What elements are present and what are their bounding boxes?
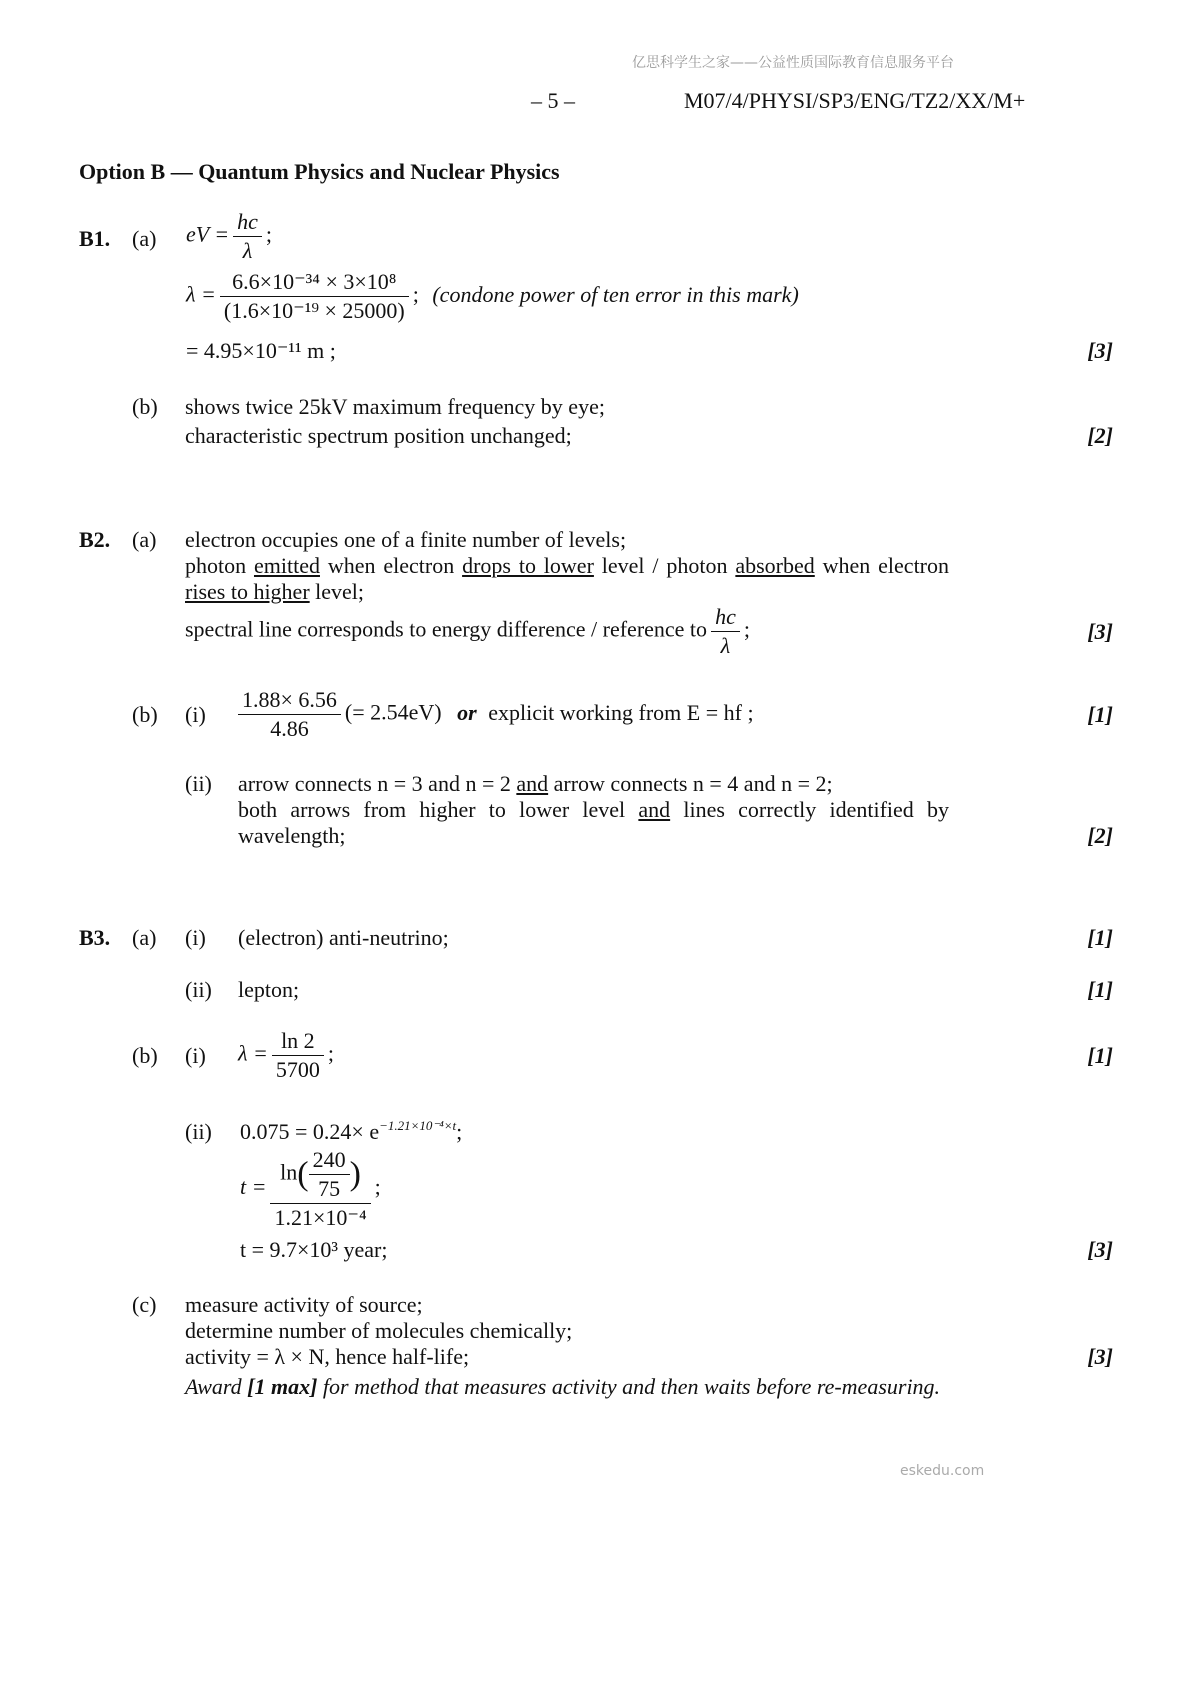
text-b3c-2: determine number of molecules chemically;	[185, 1318, 573, 1343]
exponent: −1.21×10⁻⁴×t	[379, 1118, 457, 1133]
text-run: level / photon	[593, 553, 736, 578]
award-note	[185, 1374, 940, 1400]
fraction-numerator: hc	[233, 208, 262, 237]
text-run: photon	[185, 553, 254, 578]
marking-note: (condone power of ten error in this mark)	[432, 281, 799, 307]
fraction-numerator: 1.88× 6.56	[238, 686, 341, 715]
text-run: arrow connects n = 4 and n = 2;	[553, 771, 833, 796]
subpart-label-b2bii: (ii)	[185, 771, 212, 796]
part-label-b2b: (b)	[132, 702, 158, 727]
text-b3c-3: activity = λ × N, hence half-life;	[185, 1344, 470, 1369]
equation-b3bii-2	[240, 1146, 381, 1232]
eq-text: 0.075 = 0.24× e	[240, 1119, 380, 1144]
text-bold: [1 max]	[247, 1374, 318, 1399]
mark-b3bii: [3]	[1087, 1237, 1113, 1262]
fraction-time	[270, 1146, 370, 1232]
subpart-label-b3bii: (ii)	[185, 1119, 212, 1144]
mark-b3ai: [1]	[1087, 925, 1113, 950]
text-run: for method that measures activity and then waits before re-measuring.	[317, 1374, 941, 1399]
text-b2a-2	[185, 553, 949, 605]
fraction-denominator: λ	[720, 633, 731, 658]
text-run: explicit working from E = hf ;	[488, 699, 754, 725]
text-b1b-2: characteristic spectrum position unchanged;	[185, 423, 572, 448]
text-run: (= 2.54eV)	[344, 699, 442, 725]
underlined-and: and	[516, 771, 549, 796]
fraction-wavelength	[220, 268, 409, 325]
underlined-emitted: emitted	[253, 553, 320, 578]
equation-b1a-1	[186, 208, 272, 265]
mark-b1a: [3]	[1087, 338, 1113, 363]
fraction-denominator: λ	[242, 238, 253, 263]
fraction-hc-lambda	[711, 603, 740, 660]
underlined-absorbed: absorbed	[735, 553, 815, 578]
fraction-numerator	[270, 1146, 370, 1204]
text-b2bii-1	[238, 771, 833, 797]
question-label-b3: B3.	[79, 925, 111, 950]
question-label-b2: B2.	[79, 527, 111, 552]
fraction-numerator: 6.6×10⁻³⁴ × 3×10⁸	[220, 268, 409, 297]
underlined-rises-to-higher: rises to higher	[185, 579, 310, 604]
eq-lhs: λ =	[186, 281, 216, 307]
text-run: lines correctly identified by wavelength;	[238, 797, 950, 848]
underlined-drops-to-lower: drops to lower	[462, 553, 594, 578]
question-label-b1: B1.	[79, 226, 111, 251]
fraction-decay-constant	[272, 1027, 324, 1084]
fraction-numerator: ln 2	[272, 1027, 324, 1056]
mark-b3c: [3]	[1087, 1344, 1113, 1369]
text-b3aii: lepton;	[238, 977, 300, 1002]
text-b1b-1: shows twice 25kV maximum frequency by eye;	[185, 394, 605, 419]
fraction-ratio	[309, 1146, 350, 1203]
part-label-b2a: (a)	[132, 527, 157, 552]
equation-b3bii-3: t = 9.7×10³ year;	[240, 1237, 388, 1262]
part-label-b1a: (a)	[132, 226, 157, 251]
ln-label: ln	[280, 1159, 298, 1185]
fraction-denominator: 1.21×10⁻⁴	[274, 1205, 367, 1230]
header-watermark: 亿思科学生之家——公益性质国际教育信息服务平台	[632, 55, 954, 71]
equation-b2bi	[234, 686, 754, 743]
text-b3ai: (electron) anti-neutrino;	[238, 925, 449, 950]
text-run: when electron	[814, 553, 950, 578]
equation-b1a-2	[186, 268, 799, 325]
fraction-hc-lambda	[233, 208, 262, 265]
equation-b3bi	[238, 1027, 334, 1084]
text-run: Award	[185, 1374, 248, 1399]
section-title: Option B — Quantum Physics and Nuclear Physics	[79, 159, 560, 184]
paper-code: M07/4/PHYSI/SP3/ENG/TZ2/XX/M+	[684, 88, 1026, 113]
eq-end: ;	[374, 1174, 381, 1200]
text-run: spectral line corresponds to energy difference / reference to	[185, 616, 708, 642]
text-run: both arrows from higher to lower level	[238, 797, 626, 822]
fraction-numerator: 240	[309, 1146, 350, 1175]
equation-b3bii-1	[240, 1119, 462, 1145]
part-label-b3a: (a)	[132, 925, 157, 950]
subpart-label-b2bi: (i)	[185, 702, 206, 727]
eq-lhs: λ =	[238, 1040, 268, 1066]
mark-b2a: [3]	[1087, 619, 1113, 644]
footer-watermark: eskedu.com	[900, 1463, 985, 1479]
eq-lhs: t =	[240, 1174, 267, 1200]
subpart-label-b3aii: (ii)	[185, 977, 212, 1002]
fraction-denominator: 75	[318, 1176, 341, 1201]
subpart-label-b3ai: (i)	[185, 925, 206, 950]
page-number: – 5 –	[531, 88, 575, 113]
eq-end: ;	[265, 221, 273, 247]
right-paren: )	[349, 1155, 361, 1193]
text-or: or	[457, 699, 477, 725]
subpart-label-b3bi: (i)	[185, 1043, 206, 1068]
text-b3c-1: measure activity of source;	[185, 1292, 423, 1317]
mark-b2bi: [1]	[1087, 702, 1113, 727]
fraction-denominator: 5700	[275, 1057, 320, 1082]
fraction-energy	[238, 686, 341, 743]
eq-lhs: eV =	[186, 221, 230, 247]
mark-b1b: [2]	[1087, 423, 1113, 448]
eq-end: ;	[456, 1119, 463, 1144]
part-label-b3b: (b)	[132, 1043, 158, 1068]
text-run: ;	[743, 616, 750, 642]
fraction-denominator: (1.6×10⁻¹⁹ × 25000)	[223, 298, 405, 323]
equation-b1a-3: = 4.95×10⁻¹¹ m ;	[186, 338, 336, 363]
eq-sep: ;	[412, 281, 419, 307]
text-run: when electron	[319, 553, 463, 578]
eq-end: ;	[327, 1040, 334, 1066]
mark-b2bii: [2]	[1087, 823, 1113, 848]
mark-b3bi: [1]	[1087, 1043, 1113, 1068]
left-paren: (	[297, 1155, 309, 1193]
text-run: arrow connects n = 3 and n = 2	[238, 771, 511, 796]
part-label-b1b: (b)	[132, 394, 158, 419]
text-b2bii-2	[238, 797, 949, 849]
text-b2a-3	[185, 603, 750, 660]
mark-b3aii: [1]	[1087, 977, 1113, 1002]
fraction-denominator: 4.86	[270, 716, 309, 741]
fraction-numerator: hc	[711, 603, 740, 632]
text-run: level;	[309, 579, 365, 604]
underlined-and: and	[638, 797, 671, 822]
part-label-b3c: (c)	[132, 1292, 157, 1317]
text-b2a-1: electron occupies one of a finite number of levels;	[185, 527, 627, 552]
